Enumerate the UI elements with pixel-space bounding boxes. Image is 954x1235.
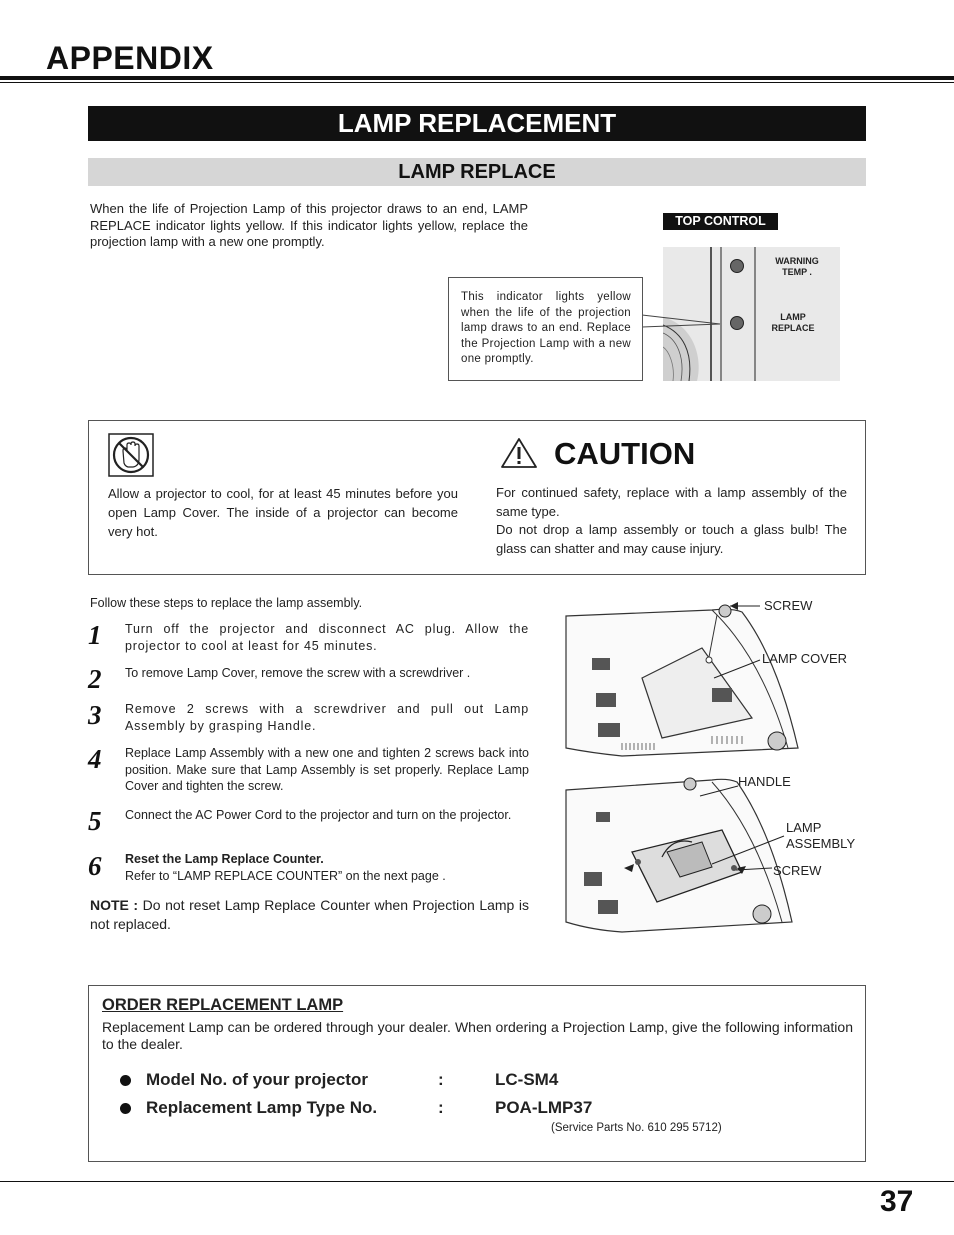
step-text-2: To remove Lamp Cover, remove the screw with a screwdriver . xyxy=(125,666,471,680)
step-text-6 xyxy=(125,851,529,884)
caution-safety-text xyxy=(496,484,847,558)
order-text: Replacement Lamp can be ordered through your dealer. When ordering a Projection Lamp, give the following information to the dealer. xyxy=(102,1019,853,1052)
indicator-callout xyxy=(448,277,643,381)
lamp-replace-label: LAMP xyxy=(780,312,806,322)
screw-label-top: SCREW xyxy=(764,598,813,613)
header-rule-thin xyxy=(0,82,954,83)
callout-leader-line xyxy=(640,300,740,340)
step-number-6: 6 xyxy=(88,851,102,881)
step-number-5: 5 xyxy=(88,806,102,836)
lamp-assembly-label xyxy=(786,820,855,852)
caution-cool-text: Allow a projector to cool, for at least 45 minutes before you open Lamp Cover. The inside of a projector can become very hot. xyxy=(108,486,458,539)
step-number-3: 3 xyxy=(88,700,102,730)
no-touch-icon xyxy=(108,433,154,477)
bullet-icon xyxy=(120,1103,131,1114)
steps-intro: Follow these steps to replace the lamp assembly. xyxy=(90,596,363,610)
step-text-1: Turn off the projector and disconnect AC plug. Allow the projector to cool at least for 45 minutes. xyxy=(125,622,529,653)
caution-title: CAUTION xyxy=(554,436,696,471)
order-title: ORDER REPLACEMENT LAMP xyxy=(102,996,344,1014)
step-number-1: 1 xyxy=(88,620,102,650)
note-label: NOTE : xyxy=(90,897,139,913)
note-text: Do not reset Lamp Replace Counter when Projection Lamp is not replaced. xyxy=(90,897,529,932)
lamp-assembly-diagram xyxy=(562,772,812,936)
lamp-replace-label-2: REPLACE xyxy=(771,323,815,333)
order-row-value: LC-SM4 xyxy=(495,1070,559,1089)
footer-rule xyxy=(0,1181,954,1182)
header-rule xyxy=(0,76,954,80)
caution-safety-line-2: Do not drop a lamp assembly or touch a glass bulb! The glass can shatter and may cause injury. xyxy=(496,522,847,556)
step-number-4: 4 xyxy=(88,744,102,774)
intro-paragraph: When the life of Projection Lamp of this projector draws to an end, LAMP REPLACE indicator lights yellow. If this indicator lights yellow, replace the projection lamp with a new one promptly. xyxy=(90,201,528,249)
caution-safety-line-1: For continued safety, replace with a lamp assembly of the same type. xyxy=(496,485,847,519)
section-title: LAMP REPLACEMENT xyxy=(88,106,866,141)
note xyxy=(90,896,529,934)
step-number-2: 2 xyxy=(88,664,102,694)
screw-label-bottom: SCREW xyxy=(773,863,822,878)
lamp-assembly-label-line-2: ASSEMBLY xyxy=(786,836,856,851)
lamp-cover-diagram xyxy=(562,598,812,758)
step-6-title: Reset the Lamp Replace Counter. xyxy=(125,852,324,866)
step-6-text: Refer to “LAMP REPLACE COUNTER” on the next page . xyxy=(125,868,446,883)
order-row-colon: : xyxy=(438,1098,444,1117)
step-text-3: Remove 2 screws with a screwdriver and pull out Lamp Assembly by grasping Handle. xyxy=(125,702,529,733)
step-text-4: Replace Lamp Assembly with a new one and tighten 2 screws back into position. Make sure that Lamp Assembly is set properly. Replace Lamp Cover and tighten the screw. xyxy=(125,746,529,793)
step-text-5: Connect the AC Power Cord to the projector and turn on the projector. xyxy=(125,808,512,822)
handle-label: HANDLE xyxy=(738,774,791,789)
subsection-title: LAMP REPLACE xyxy=(88,158,866,186)
order-row-label: Model No. of your projector xyxy=(146,1070,368,1089)
bullet-icon xyxy=(120,1075,131,1086)
top-control-label: TOP CONTROL xyxy=(663,213,778,230)
page-number: 37 xyxy=(880,1185,914,1218)
order-row-label: Replacement Lamp Type No. xyxy=(146,1098,378,1117)
warning-temp-label-2: TEMP . xyxy=(782,267,812,277)
lamp-cover-label: LAMP COVER xyxy=(762,651,848,666)
warning-temp-label: WARNING xyxy=(775,256,819,266)
callout-text: This indicator lights yellow when the life of the projection lamp draws to an end. Replace the Projection Lamp with a new one promptly. xyxy=(461,291,631,365)
service-parts-number: (Service Parts No. 610 295 5712) xyxy=(551,1122,722,1134)
order-row-colon: : xyxy=(438,1070,444,1089)
page-title: APPENDIX xyxy=(46,40,214,76)
order-row-value: POA-LMP37 xyxy=(495,1098,593,1117)
lamp-assembly-label-line-1: LAMP xyxy=(786,820,822,835)
warning-triangle-icon xyxy=(500,437,538,469)
